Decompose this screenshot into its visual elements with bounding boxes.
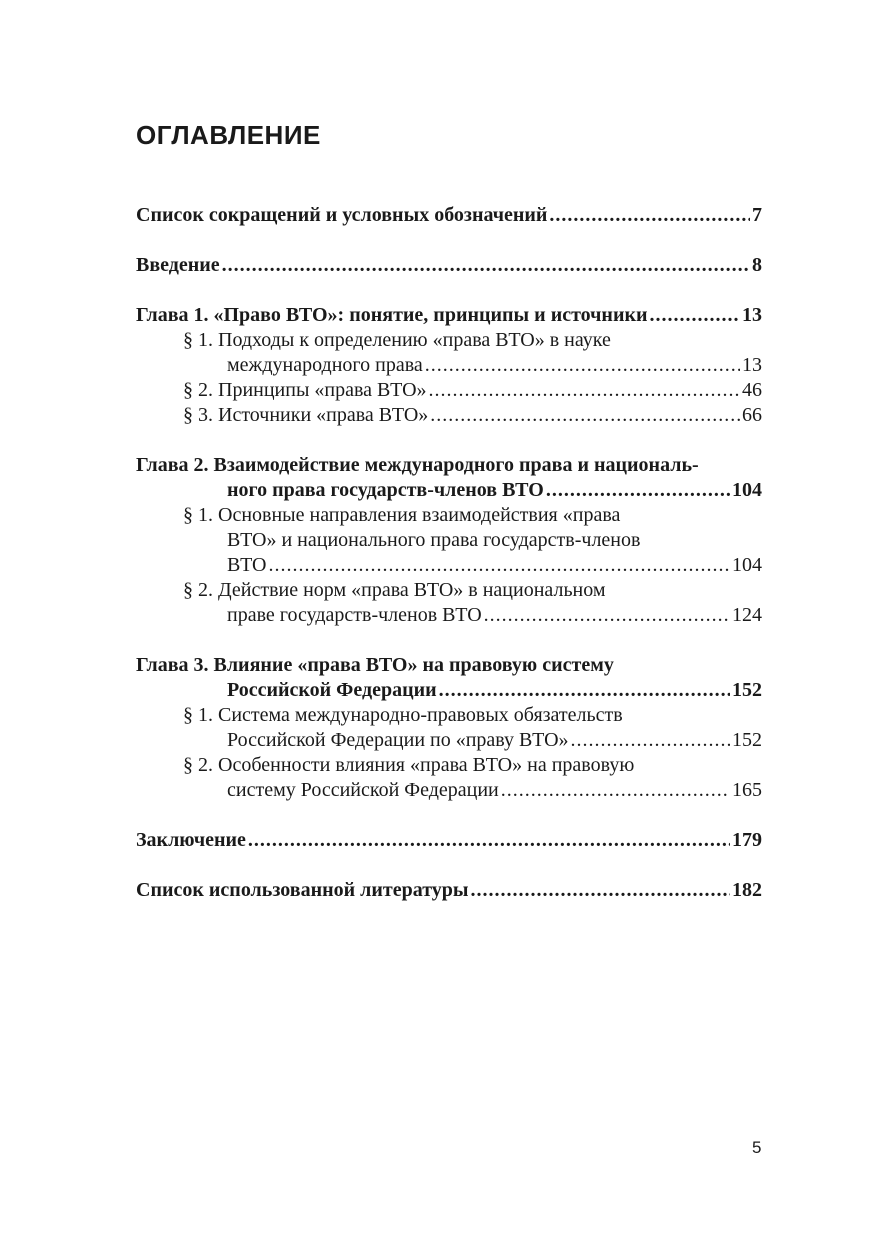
toc-chapter-2-line1[interactable] bbox=[136, 453, 762, 478]
toc-ch2-section-2-line2[interactable] bbox=[136, 603, 762, 628]
dot-leader bbox=[549, 203, 750, 228]
dot-leader bbox=[222, 253, 750, 278]
page-title: ОГЛАВЛЕНИЕ bbox=[136, 120, 321, 150]
toc-ch3-section-1-line2[interactable] bbox=[136, 728, 762, 753]
dot-leader bbox=[650, 303, 740, 328]
toc-entry-text: Глава 1. «Право ВТО»: понятие, принципы и источники bbox=[136, 304, 648, 326]
toc-entry-text: Российской Федерации по «праву ВТО» bbox=[227, 729, 569, 751]
toc-entry-text: Список использованной литературы bbox=[136, 879, 469, 901]
toc-ch1-section-3[interactable] bbox=[136, 403, 762, 428]
toc-entry-text: ного права государств-членов ВТО bbox=[227, 479, 544, 501]
toc-page-number: 7 bbox=[752, 204, 762, 226]
toc-ch2-section-1-line1[interactable] bbox=[136, 503, 762, 528]
toc-entry-text: Заключение bbox=[136, 829, 246, 851]
toc-ch1-section-1-line2[interactable] bbox=[136, 353, 762, 378]
toc-entry-abbreviations[interactable] bbox=[136, 203, 762, 228]
dot-leader bbox=[571, 728, 730, 753]
toc-ch2-section-1-line2[interactable] bbox=[136, 528, 762, 553]
toc-entry-bibliography[interactable] bbox=[136, 878, 762, 903]
toc-entry-text: § 2. Принципы «права ВТО» bbox=[183, 379, 427, 401]
toc-entry-text: систему Российской Федерации bbox=[227, 779, 499, 801]
toc-entry-text: Введение bbox=[136, 254, 220, 276]
toc-entry-text: § 1. Основные направления взаимодействия «права bbox=[183, 504, 621, 526]
toc-ch3-section-2-line1[interactable] bbox=[136, 753, 762, 778]
dot-leader bbox=[268, 553, 730, 578]
toc-entry-text: § 2. Действие норм «права ВТО» в национальном bbox=[183, 579, 606, 601]
dot-leader bbox=[546, 478, 730, 503]
dot-leader bbox=[430, 403, 740, 428]
toc-entry-text: Глава 3. Влияние «права ВТО» на правовую систему bbox=[136, 654, 614, 676]
dot-leader bbox=[501, 778, 730, 803]
toc-entry-text: § 2. Особенности влияния «права ВТО» на правовую bbox=[183, 754, 635, 776]
dot-leader bbox=[429, 378, 740, 403]
toc-entry-introduction[interactable] bbox=[136, 253, 762, 278]
toc-page-number: 66 bbox=[742, 404, 762, 426]
toc-chapter-1[interactable] bbox=[136, 303, 762, 328]
toc-chapter-2-line2[interactable] bbox=[136, 478, 762, 503]
toc-entry-text: ВТО bbox=[227, 554, 267, 576]
toc-page-number: 46 bbox=[742, 379, 762, 401]
toc-entry-text: § 3. Источники «права ВТО» bbox=[183, 404, 429, 426]
toc-ch1-section-2[interactable] bbox=[136, 378, 762, 403]
toc-page-number: 152 bbox=[732, 679, 762, 701]
toc-page-number: 104 bbox=[732, 479, 762, 501]
toc-entry-text: праве государств-членов ВТО bbox=[227, 604, 482, 626]
toc-ch2-section-2-line1[interactable] bbox=[136, 578, 762, 603]
toc-entry-text: Список сокращений и условных обозначений bbox=[136, 204, 548, 226]
dot-leader bbox=[425, 353, 740, 378]
toc-ch3-section-1-line1[interactable] bbox=[136, 703, 762, 728]
dot-leader bbox=[248, 828, 730, 853]
page-number: 5 bbox=[752, 1138, 762, 1157]
toc-ch3-section-2-line2[interactable] bbox=[136, 778, 762, 803]
dot-leader bbox=[439, 678, 730, 703]
dot-leader bbox=[484, 603, 730, 628]
toc-entry-text: Глава 2. Взаимодействие международного права и националь- bbox=[136, 454, 699, 476]
table-of-contents bbox=[136, 203, 762, 903]
toc-page-number: 182 bbox=[732, 879, 762, 901]
toc-entry-text: международного права bbox=[227, 354, 423, 376]
toc-entry-conclusion[interactable] bbox=[136, 828, 762, 853]
toc-page-number: 179 bbox=[732, 829, 762, 851]
toc-page-number: 124 bbox=[732, 604, 762, 626]
toc-ch2-section-1-line3[interactable] bbox=[136, 553, 762, 578]
toc-entry-text: ВТО» и национального права государств-членов bbox=[227, 529, 641, 551]
toc-chapter-3-line2[interactable] bbox=[136, 678, 762, 703]
toc-page-number: 13 bbox=[742, 304, 762, 326]
toc-page-number: 165 bbox=[732, 779, 762, 801]
toc-entry-text: Российской Федерации bbox=[227, 679, 437, 701]
toc-ch1-section-1-line1[interactable] bbox=[136, 328, 762, 353]
toc-page-number: 104 bbox=[732, 554, 762, 576]
toc-page-number: 13 bbox=[742, 354, 762, 376]
toc-page-number: 8 bbox=[752, 254, 762, 276]
toc-chapter-3-line1[interactable] bbox=[136, 653, 762, 678]
toc-entry-text: § 1. Система международно-правовых обязательств bbox=[183, 704, 623, 726]
toc-page-number: 152 bbox=[732, 729, 762, 751]
toc-entry-text: § 1. Подходы к определению «права ВТО» в науке bbox=[183, 329, 611, 351]
dot-leader bbox=[471, 878, 731, 903]
